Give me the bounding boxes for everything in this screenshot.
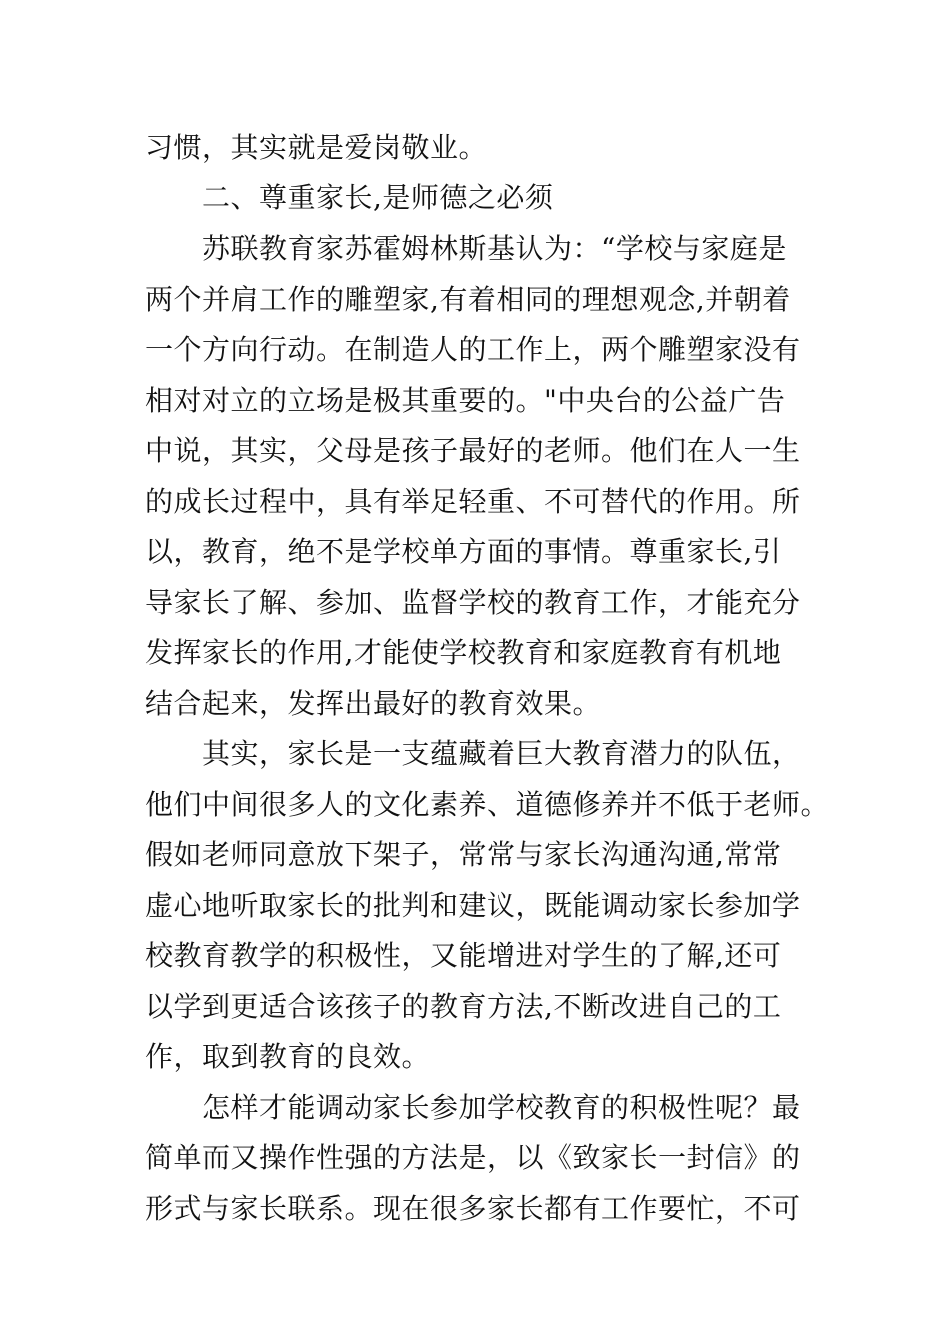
text-line: 怎样才能调动家长参加学校教育的积极性呢？最 (202, 1091, 801, 1124)
text-line: 相对对立的立场是极其重要的。"中央台的公益广告 (145, 384, 786, 417)
text-line: 导家长了解、参加、监督学校的教育工作，才能充分 (145, 586, 801, 619)
section-heading: 二、尊重家长,是师德之必须 (202, 181, 554, 214)
text-line: 苏联教育家苏霍姆林斯基认为：“学校与家庭是 (202, 232, 787, 265)
text-line: 他们中间很多人的文化素养、道德修养并不低于老师。 (145, 788, 830, 821)
text-line: 以学到更适合该孩子的教育方法,不断改进自己的工 (145, 990, 782, 1023)
text-line: 两个并肩工作的雕塑家,有着相同的理想观念,并朝着 (145, 283, 791, 316)
text-line: 一个方向行动。在制造人的工作上，两个雕塑家没有 (145, 333, 801, 366)
text-line: 简单而又操作性强的方法是，以《致家长一封信》的 (145, 1141, 801, 1174)
text-line: 其实，家长是一支蕴藏着巨大教育潜力的队伍， (202, 737, 801, 770)
text-line: 习惯，其实就是爱岗敬业。 (145, 131, 488, 164)
text-line: 的成长过程中，具有举足轻重、不可替代的作用。所 (145, 485, 801, 518)
text-line: 假如老师同意放下架子，常常与家长沟通沟通,常常 (145, 838, 782, 871)
text-line: 校教育教学的积极性，又能增进对学生的了解,还可 (145, 939, 782, 972)
text-line: 虚心地听取家长的批判和建议，既能调动家长参加学 (145, 889, 801, 922)
text-line: 作，取到教育的良效。 (145, 1040, 431, 1073)
text-line: 发挥家长的作用,才能使学校教育和家庭教育有机地 (145, 636, 782, 669)
text-line: 结合起来，发挥出最好的教育效果。 (145, 687, 602, 720)
text-line: 以，教育，绝不是学校单方面的事情。尊重家长,引 (145, 535, 782, 568)
text-line: 中说，其实，父母是孩子最好的老师。他们在人一生 (145, 434, 801, 467)
text-line: 形式与家长联系。现在很多家长都有工作要忙，不可 (145, 1192, 801, 1225)
